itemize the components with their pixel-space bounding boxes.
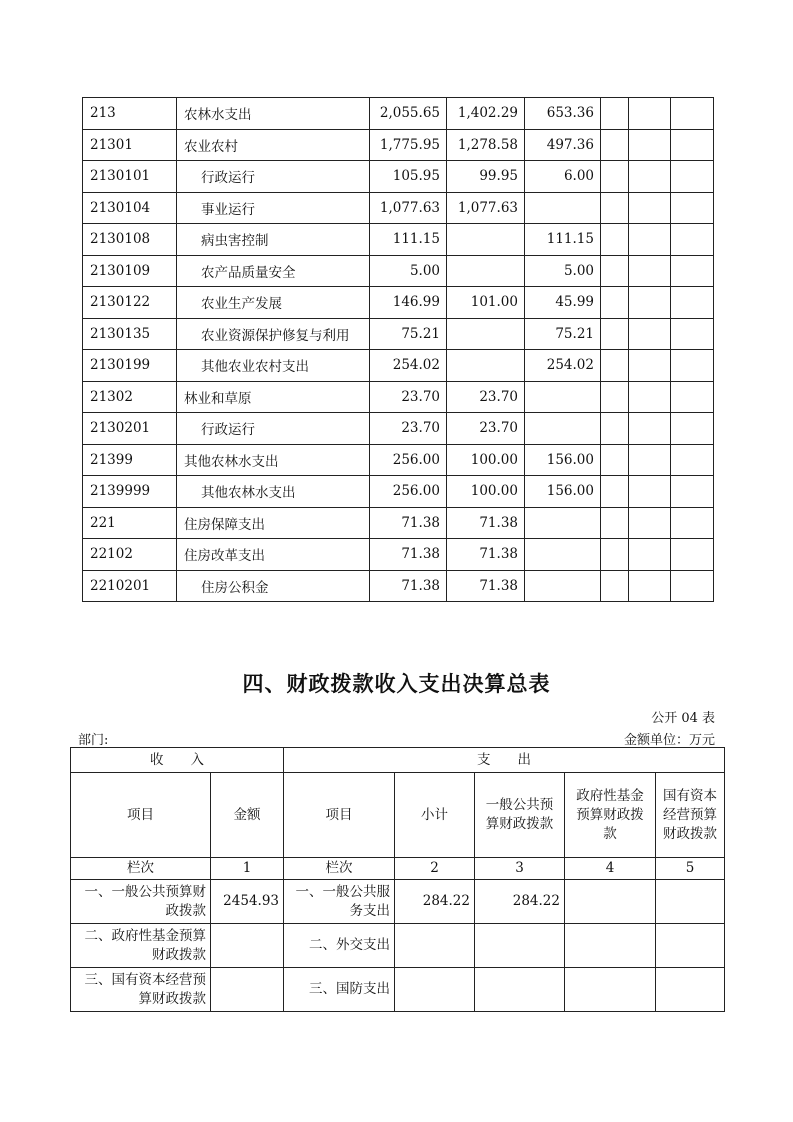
subject-name: 行政运行 — [177, 413, 370, 445]
table-row — [83, 381, 714, 413]
income-item: 三、国有资本经营预算财政拨款 — [71, 968, 211, 1012]
subject-code: 213 — [83, 98, 177, 130]
fiscal-summary-table — [70, 747, 725, 1012]
section-title: 四、财政拨款收入支出决算总表 — [242, 672, 551, 696]
subtotal-amount — [395, 924, 475, 968]
basic-expense: 23.70 — [447, 413, 525, 445]
subject-code: 2210201 — [83, 570, 177, 602]
gov-fund-header: 政府性基金预算财政拨款 — [565, 773, 656, 858]
empty-cell — [601, 287, 629, 319]
empty-cell — [671, 287, 714, 319]
expenditure-table — [82, 97, 714, 602]
subject-code: 22102 — [83, 539, 177, 571]
subject-name: 其他农业农村支出 — [177, 350, 370, 382]
table-row — [83, 161, 714, 193]
subject-name: 林业和草原 — [177, 381, 370, 413]
project-expense — [525, 192, 601, 224]
project-expense — [525, 570, 601, 602]
subject-name: 农业资源保护修复与利用 — [177, 318, 370, 350]
empty-cell — [671, 224, 714, 256]
subject-code: 2130201 — [83, 413, 177, 445]
subject-name: 事业运行 — [177, 192, 370, 224]
total-amount: 2,055.65 — [370, 98, 447, 130]
subject-name: 农林水支出 — [177, 98, 370, 130]
empty-cell — [671, 192, 714, 224]
basic-expense: 71.38 — [447, 570, 525, 602]
subject-name: 行政运行 — [177, 161, 370, 193]
subject-name: 病虫害控制 — [177, 224, 370, 256]
empty-cell — [629, 444, 671, 476]
index-col-5: 5 — [656, 858, 725, 880]
state-capital-amount — [656, 880, 725, 924]
general-budget-header: 一般公共预算财政拨款 — [475, 773, 565, 858]
total-amount: 23.70 — [370, 413, 447, 445]
project-expense: 45.99 — [525, 287, 601, 319]
subject-code: 21399 — [83, 444, 177, 476]
subject-name: 其他农林水支出 — [177, 476, 370, 508]
empty-cell — [629, 381, 671, 413]
subject-code: 221 — [83, 507, 177, 539]
expense-item: 二、外交支出 — [284, 924, 395, 968]
table-row — [71, 968, 725, 1012]
table-row — [83, 318, 714, 350]
table-row — [83, 444, 714, 476]
project-expense — [525, 507, 601, 539]
project-expense — [525, 413, 601, 445]
empty-cell — [671, 444, 714, 476]
income-amount: 2454.93 — [211, 880, 284, 924]
empty-cell — [629, 255, 671, 287]
expense-item: 三、国防支出 — [284, 968, 395, 1012]
empty-cell — [629, 224, 671, 256]
total-amount: 1,775.95 — [370, 129, 447, 161]
subject-code: 2139999 — [83, 476, 177, 508]
expense-group-header: 支 出 — [284, 748, 725, 773]
empty-cell — [629, 539, 671, 571]
project-expense: 497.36 — [525, 129, 601, 161]
income-item: 二、政府性基金预算财政拨款 — [71, 924, 211, 968]
subject-name: 农业生产发展 — [177, 287, 370, 319]
subject-code: 2130199 — [83, 350, 177, 382]
total-amount: 71.38 — [370, 539, 447, 571]
empty-cell — [629, 98, 671, 130]
empty-cell — [601, 381, 629, 413]
empty-cell — [629, 507, 671, 539]
table-row — [83, 350, 714, 382]
table-row — [83, 476, 714, 508]
basic-expense — [447, 318, 525, 350]
table-row — [83, 224, 714, 256]
expense-item-header: 项目 — [284, 773, 395, 858]
general-budget-amount — [475, 968, 565, 1012]
total-amount: 256.00 — [370, 476, 447, 508]
empty-cell — [601, 318, 629, 350]
empty-cell — [671, 570, 714, 602]
form-number: 公开 04 表 — [651, 711, 715, 726]
table-row — [83, 255, 714, 287]
empty-cell — [671, 413, 714, 445]
project-expense: 653.36 — [525, 98, 601, 130]
index-label-expense: 栏次 — [284, 858, 395, 880]
total-amount: 71.38 — [370, 507, 447, 539]
basic-expense: 71.38 — [447, 539, 525, 571]
index-label-income: 栏次 — [71, 858, 211, 880]
empty-cell — [601, 224, 629, 256]
project-expense: 111.15 — [525, 224, 601, 256]
income-amount-header: 金额 — [211, 773, 284, 858]
table-row — [83, 287, 714, 319]
subject-code: 2130109 — [83, 255, 177, 287]
total-amount: 256.00 — [370, 444, 447, 476]
total-amount: 111.15 — [370, 224, 447, 256]
state-capital-header: 国有资本经营预算财政拨款 — [656, 773, 725, 858]
empty-cell — [629, 129, 671, 161]
income-group-header: 收 入 — [71, 748, 284, 773]
empty-cell — [671, 507, 714, 539]
table-row — [83, 413, 714, 445]
general-budget-amount — [475, 924, 565, 968]
table-row — [83, 129, 714, 161]
empty-cell — [671, 318, 714, 350]
gov-fund-amount — [565, 968, 656, 1012]
subtotal-amount — [395, 968, 475, 1012]
basic-expense — [447, 255, 525, 287]
empty-cell — [629, 192, 671, 224]
empty-cell — [671, 476, 714, 508]
total-amount: 75.21 — [370, 318, 447, 350]
total-amount: 254.02 — [370, 350, 447, 382]
basic-expense — [447, 224, 525, 256]
empty-cell — [601, 507, 629, 539]
total-amount: 5.00 — [370, 255, 447, 287]
empty-cell — [601, 413, 629, 445]
gov-fund-amount — [565, 880, 656, 924]
total-amount: 146.99 — [370, 287, 447, 319]
index-col-2: 2 — [395, 858, 475, 880]
table-row — [83, 570, 714, 602]
income-item-header: 项目 — [71, 773, 211, 858]
total-amount: 71.38 — [370, 570, 447, 602]
empty-cell — [601, 98, 629, 130]
basic-expense: 23.70 — [447, 381, 525, 413]
project-expense: 156.00 — [525, 476, 601, 508]
general-budget-amount: 284.22 — [475, 880, 565, 924]
state-capital-amount — [656, 968, 725, 1012]
subject-name: 农业农村 — [177, 129, 370, 161]
subtotal-header: 小计 — [395, 773, 475, 858]
unit-label: 金额单位：万元 — [623, 733, 715, 748]
subject-code: 2130135 — [83, 318, 177, 350]
expense-item: 一、一般公共服务支出 — [284, 880, 395, 924]
basic-expense: 71.38 — [447, 507, 525, 539]
basic-expense: 100.00 — [447, 444, 525, 476]
table-row — [83, 98, 714, 130]
empty-cell — [671, 161, 714, 193]
group-header-row — [71, 748, 725, 773]
empty-cell — [671, 255, 714, 287]
empty-cell — [601, 350, 629, 382]
total-amount: 23.70 — [370, 381, 447, 413]
project-expense: 75.21 — [525, 318, 601, 350]
basic-expense — [447, 350, 525, 382]
empty-cell — [601, 444, 629, 476]
project-expense — [525, 381, 601, 413]
subject-name: 其他农林水支出 — [177, 444, 370, 476]
basic-expense: 1,278.58 — [447, 129, 525, 161]
index-col-1: 1 — [211, 858, 284, 880]
empty-cell — [601, 192, 629, 224]
gov-fund-amount — [565, 924, 656, 968]
income-item: 一、一般公共预算财政拨款 — [71, 880, 211, 924]
empty-cell — [671, 350, 714, 382]
subject-name: 住房公积金 — [177, 570, 370, 602]
subtotal-amount: 284.22 — [395, 880, 475, 924]
empty-cell — [671, 98, 714, 130]
column-header-row — [71, 773, 725, 858]
empty-cell — [629, 287, 671, 319]
empty-cell — [601, 161, 629, 193]
table-row — [71, 880, 725, 924]
subject-name: 住房改革支出 — [177, 539, 370, 571]
total-amount: 1,077.63 — [370, 192, 447, 224]
subject-code: 2130108 — [83, 224, 177, 256]
table-row — [71, 924, 725, 968]
project-expense: 254.02 — [525, 350, 601, 382]
empty-cell — [629, 476, 671, 508]
subject-code: 21302 — [83, 381, 177, 413]
empty-cell — [629, 413, 671, 445]
subject-code: 2130104 — [83, 192, 177, 224]
department-label: 部门: — [78, 733, 109, 748]
subject-code: 21301 — [83, 129, 177, 161]
empty-cell — [629, 161, 671, 193]
total-amount: 105.95 — [370, 161, 447, 193]
subject-code: 2130101 — [83, 161, 177, 193]
project-expense — [525, 539, 601, 571]
empty-cell — [671, 539, 714, 571]
empty-cell — [629, 318, 671, 350]
basic-expense: 1,077.63 — [447, 192, 525, 224]
income-amount — [211, 924, 284, 968]
table-row — [83, 192, 714, 224]
income-amount — [211, 968, 284, 1012]
empty-cell — [601, 539, 629, 571]
table-row — [83, 539, 714, 571]
empty-cell — [601, 476, 629, 508]
subject-code: 2130122 — [83, 287, 177, 319]
basic-expense: 1,402.29 — [447, 98, 525, 130]
empty-cell — [629, 570, 671, 602]
state-capital-amount — [656, 924, 725, 968]
index-col-4: 4 — [565, 858, 656, 880]
project-expense: 6.00 — [525, 161, 601, 193]
basic-expense: 101.00 — [447, 287, 525, 319]
subject-name: 住房保障支出 — [177, 507, 370, 539]
index-col-3: 3 — [475, 858, 565, 880]
empty-cell — [629, 350, 671, 382]
table-row — [83, 507, 714, 539]
basic-expense: 100.00 — [447, 476, 525, 508]
empty-cell — [601, 129, 629, 161]
project-expense: 5.00 — [525, 255, 601, 287]
subject-name: 农产品质量安全 — [177, 255, 370, 287]
empty-cell — [671, 381, 714, 413]
project-expense: 156.00 — [525, 444, 601, 476]
empty-cell — [601, 255, 629, 287]
empty-cell — [601, 570, 629, 602]
index-row — [71, 858, 725, 880]
empty-cell — [671, 129, 714, 161]
basic-expense: 99.95 — [447, 161, 525, 193]
